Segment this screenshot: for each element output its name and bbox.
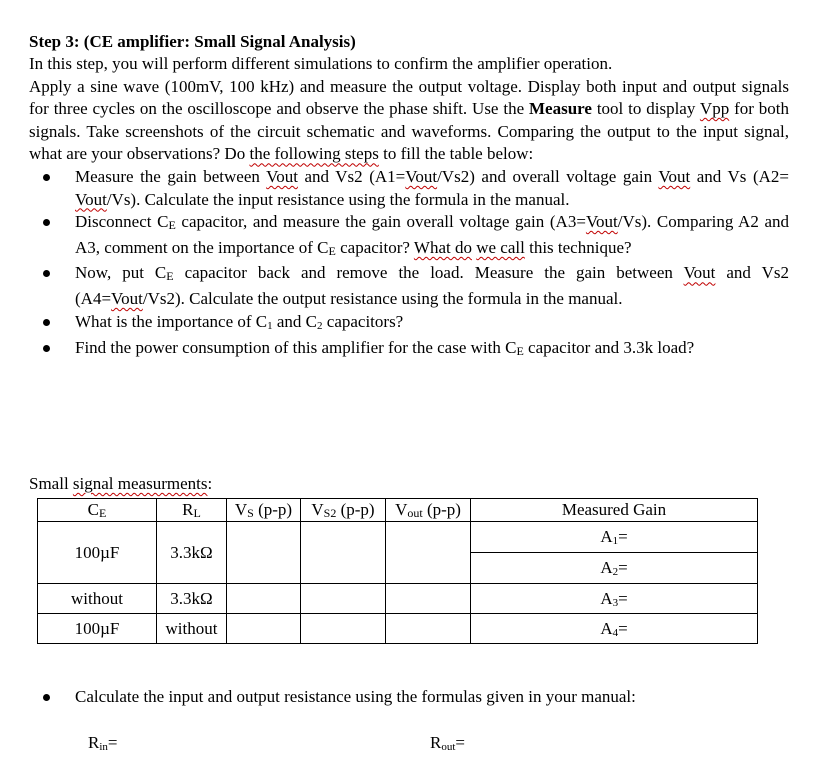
cell-vs2[interactable] (301, 584, 386, 614)
bullet-dot-icon (43, 219, 50, 226)
table-row (38, 584, 758, 614)
cell-vs[interactable] (227, 614, 301, 644)
table-caption: Small signal measurments: (29, 474, 213, 493)
bullet-dot-icon (43, 694, 50, 701)
header-vout: Vout (p-p) (386, 499, 471, 522)
cell-rl: 3.3kΩ (157, 584, 227, 614)
step-title: Step 3: (CE amplifier: Small Signal Analysis) (29, 32, 356, 51)
bullet-dot-icon (43, 270, 50, 277)
header-vs2: VS2 (p-p) (301, 499, 386, 522)
list-item: Disconnect CE capacitor, and measure the gain overall voltage gain (A3=Vout/Vs). Comparing A2 and A3, comment on the importance of CE capacitor? What do we call this technique? (29, 211, 789, 262)
cell-gain-a2[interactable]: A2= (471, 553, 758, 584)
cell-gain-a4[interactable]: A4= (471, 614, 758, 644)
rin-label: Rin= (88, 733, 118, 753)
bullet-dot-icon (43, 345, 50, 352)
cell-vs2[interactable] (301, 614, 386, 644)
table-row (38, 614, 758, 644)
bullet-dot-icon (43, 174, 50, 181)
header-rl: RL (157, 499, 227, 522)
cell-vs2[interactable] (301, 522, 386, 584)
header-ce: CE (38, 499, 157, 522)
list-item: Find the power consumption of this amplifier for the case with CE capacitor and 3.3k load? (29, 337, 789, 363)
table-row (38, 522, 758, 553)
measurement-table (37, 498, 758, 644)
cell-gain-a3[interactable]: A3= (471, 584, 758, 614)
cell-ce: without (38, 584, 157, 614)
cell-gain-a1[interactable]: A1= (471, 522, 758, 553)
cell-vs[interactable] (227, 522, 301, 584)
intro-line1: In this step, you will perform different simulations to confirm the amplifier operation. (29, 54, 613, 73)
assignment-text (29, 30, 789, 363)
bullet-dot-icon (43, 319, 50, 326)
cell-vout[interactable] (386, 522, 471, 584)
header-gain: Measured Gain (471, 499, 758, 522)
cell-ce: 100µF (38, 522, 157, 584)
list-item: Now, put CE capacitor back and remove the load. Measure the gain between Vout and Vs2 (A4=Vout/Vs2). Calculate the output resistance using the formula in the manual. (29, 262, 789, 310)
cell-ce: 100µF (38, 614, 157, 644)
table-header-row (38, 499, 758, 522)
final-instruction: Calculate the input and output resistance using the formulas given in your manual: (75, 687, 636, 706)
cell-vs[interactable] (227, 584, 301, 614)
intro-paragraph: In this step, you will perform different simulations to confirm the amplifier operation. Apply a sine wave (100mV, 100 kHz) and measure the output voltage. Display both input and output signals for three cycles on the oscilloscope and observe the phase shift. Use the Measure tool to display Vpp for both signals. Take screenshots of the circuit schematic and waveforms. Comparing the output to the input signal, what are your observations? Do the following steps to fill the table below: (29, 54, 789, 164)
rout-label: Rout= (430, 733, 465, 753)
instruction-list (29, 166, 789, 363)
list-item: What is the importance of C1 and C2 capacitors? (29, 311, 789, 338)
cell-vout[interactable] (386, 614, 471, 644)
cell-rl: without (157, 614, 227, 644)
header-vs: VS (p-p) (227, 499, 301, 522)
cell-vout[interactable] (386, 584, 471, 614)
cell-rl: 3.3kΩ (157, 522, 227, 584)
list-item: Measure the gain between Vout and Vs2 (A1=Vout/Vs2) and overall voltage gain Vout and Vs (A2= Vout/Vs). Calculate the input resistance using the formula in the manual. (29, 166, 789, 211)
